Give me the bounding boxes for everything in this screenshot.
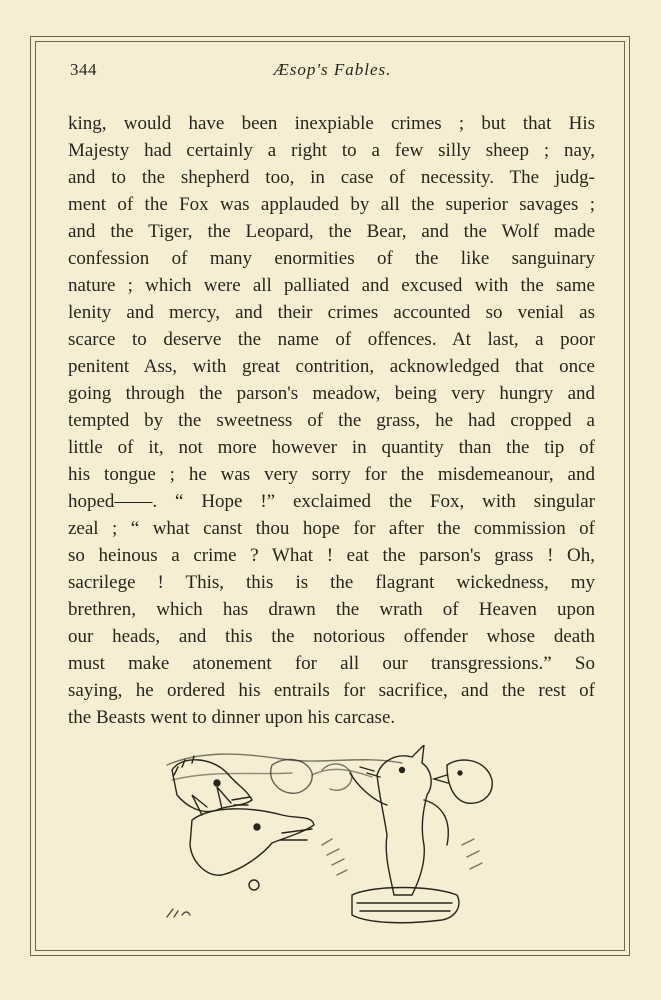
text-line: saying, he ordered his entrails for sacrifice, and the rest of	[68, 680, 595, 701]
text-line: nature ; which were all palliated and excused with the same	[68, 275, 595, 296]
fox-sermon-illustration	[162, 745, 497, 925]
text-line: so heinous a crime ? What ! eat the parson's grass ! Oh,	[68, 545, 595, 566]
text-line: scarce to deserve the name of offences. At last, a poor	[68, 329, 595, 350]
text-line: little of it, not more however in quantity than the tip of	[68, 437, 595, 458]
text-line: and to the shepherd too, in case of necessity. The judg-	[68, 167, 595, 188]
engraving-fox-preaching-icon	[162, 745, 497, 925]
text-line: going through the parson's meadow, being very hungry and	[68, 383, 595, 404]
text-line: the Beasts went to dinner upon his carcase.	[68, 707, 396, 728]
text-line: our heads, and this the notorious offender whose death	[68, 626, 595, 647]
text-line: Majesty had certainly a right to a few silly sheep ; nay,	[68, 140, 595, 161]
running-title: Æsop's Fables.	[273, 60, 392, 79]
text-line: lenity and mercy, and their crimes accounted so venial as	[68, 302, 595, 323]
text-line: hoped——. “ Hope !” exclaimed the Fox, with singular	[68, 491, 595, 512]
text-line: brethren, which has drawn the wrath of Heaven upon	[68, 599, 595, 620]
text-line: sacrilege ! This, this is the flagrant wickedness, my	[68, 572, 595, 593]
text-line: and the Tiger, the Leopard, the Bear, and the Wolf made	[68, 221, 595, 242]
page-header	[70, 60, 595, 84]
text-line: ment of the Fox was applauded by all the superior savages ;	[68, 194, 595, 215]
text-line: king, would have been inexpiable crimes ; but that His	[68, 113, 595, 134]
page-number: 344	[70, 60, 97, 79]
body-text	[68, 110, 595, 731]
text-line: his tongue ; he was very sorry for the misdemeanour, and	[68, 464, 595, 485]
text-line: must make atonement for all our transgressions.” So	[68, 653, 595, 674]
text-line: zeal ; “ what canst thou hope for after the commission of	[68, 518, 595, 539]
text-line: penitent Ass, with great contrition, acknowledged that once	[68, 356, 595, 377]
text-line: confession of many enormities of the like sanguinary	[68, 248, 595, 269]
text-line: tempted by the sweetness of the grass, he had cropped a	[68, 410, 595, 431]
